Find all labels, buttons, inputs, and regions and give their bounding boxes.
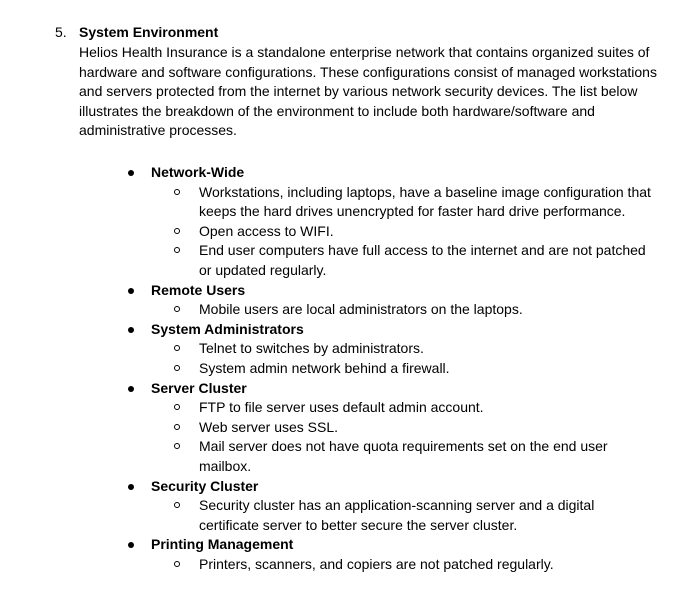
sub-list-item	[151, 555, 651, 575]
sub-list	[151, 183, 651, 281]
bullet-dot-icon	[128, 484, 134, 490]
section-heading	[0, 23, 681, 43]
sub-list-item	[151, 222, 651, 242]
sub-item-text: FTP to file server uses default admin account.	[199, 399, 484, 416]
bullet-label: Network-Wide	[151, 164, 245, 180]
bullet-dot-icon	[128, 386, 134, 392]
section-intro-paragraph: Helios Health Insurance is a standalone enterprise network that contains organized suites of hardware and software configurations. These configurations consist of managed workstations and servers protected from the internet by various network security devices. The list below illustrates the breakdown of the environment to include both hardware/software and administrative processes.	[79, 44, 657, 139]
sub-list	[151, 300, 651, 320]
sub-item-text: System admin network behind a firewall.	[199, 359, 450, 376]
bullet-label: System Administrators	[151, 320, 304, 337]
hollow-circle-bullet-icon	[174, 502, 180, 508]
bullet-label: Server Cluster	[151, 379, 247, 396]
hollow-circle-bullet-icon	[174, 345, 180, 351]
sub-item-text: Mobile users are local administrators on the laptops.	[199, 301, 523, 318]
sub-item-text: Telnet to switches by administrators.	[199, 340, 424, 357]
bullet-label: Remote Users	[151, 281, 246, 298]
sub-list	[151, 555, 651, 575]
section-title: System Environment	[79, 24, 219, 40]
bullet-item-network-wide	[0, 163, 651, 281]
hollow-circle-bullet-icon	[174, 306, 180, 312]
sub-list-item	[151, 437, 651, 476]
section-system-environment	[0, 23, 681, 141]
bullet-item-printing-management	[0, 535, 651, 574]
hollow-circle-bullet-icon	[174, 561, 180, 567]
sub-list-item	[151, 398, 651, 418]
bullet-item-security-cluster	[0, 477, 651, 536]
environment-bullet-list	[0, 163, 681, 574]
hollow-circle-bullet-icon	[174, 228, 180, 234]
sub-item-text: Mail server does not have quota requirements set on the end user mailbox.	[199, 438, 608, 474]
bullet-dot-icon	[128, 327, 134, 333]
sub-list-item	[151, 300, 651, 320]
sub-list-item	[151, 496, 651, 535]
sub-list-item	[151, 418, 651, 438]
sub-list	[151, 496, 651, 535]
sub-list	[151, 398, 651, 476]
bullet-item-server-cluster	[0, 379, 651, 477]
sub-list-item	[151, 241, 651, 280]
hollow-circle-bullet-icon	[174, 404, 180, 410]
sub-list-item	[151, 183, 651, 222]
sub-list-item	[151, 339, 651, 359]
section-number: 5.	[55, 24, 67, 40]
sub-item-text: Security cluster has an application-scanning server and a digital certificate server to better secure the server cluster.	[199, 497, 595, 533]
hollow-circle-bullet-icon	[174, 424, 180, 430]
sub-item-text: Web server uses SSL.	[199, 418, 339, 435]
bullet-label: Security Cluster	[151, 477, 259, 494]
bullet-label: Printing Management	[151, 536, 294, 553]
hollow-circle-bullet-icon	[174, 443, 180, 449]
sub-item-text: Printers, scanners, and copiers are not patched regularly.	[199, 555, 554, 572]
sub-list-item	[151, 359, 651, 379]
bullet-item-system-administrators	[0, 320, 651, 379]
sub-item-text: Workstations, including laptops, have a baseline image configuration that keeps the hard drives unencrypted for faster hard drive performance.	[199, 183, 651, 220]
bullet-dot-icon	[128, 288, 134, 294]
sub-item-text: End user computers have full access to the internet and are not patched or updated regularly.	[199, 242, 646, 278]
hollow-circle-bullet-icon	[174, 189, 180, 195]
bullet-dot-icon	[128, 170, 134, 176]
bullet-dot-icon	[128, 542, 134, 548]
hollow-circle-bullet-icon	[174, 365, 180, 371]
hollow-circle-bullet-icon	[174, 247, 180, 253]
sub-list	[151, 339, 651, 378]
bullet-item-remote-users	[0, 281, 651, 320]
sub-item-text: Open access to WIFI.	[199, 222, 334, 239]
